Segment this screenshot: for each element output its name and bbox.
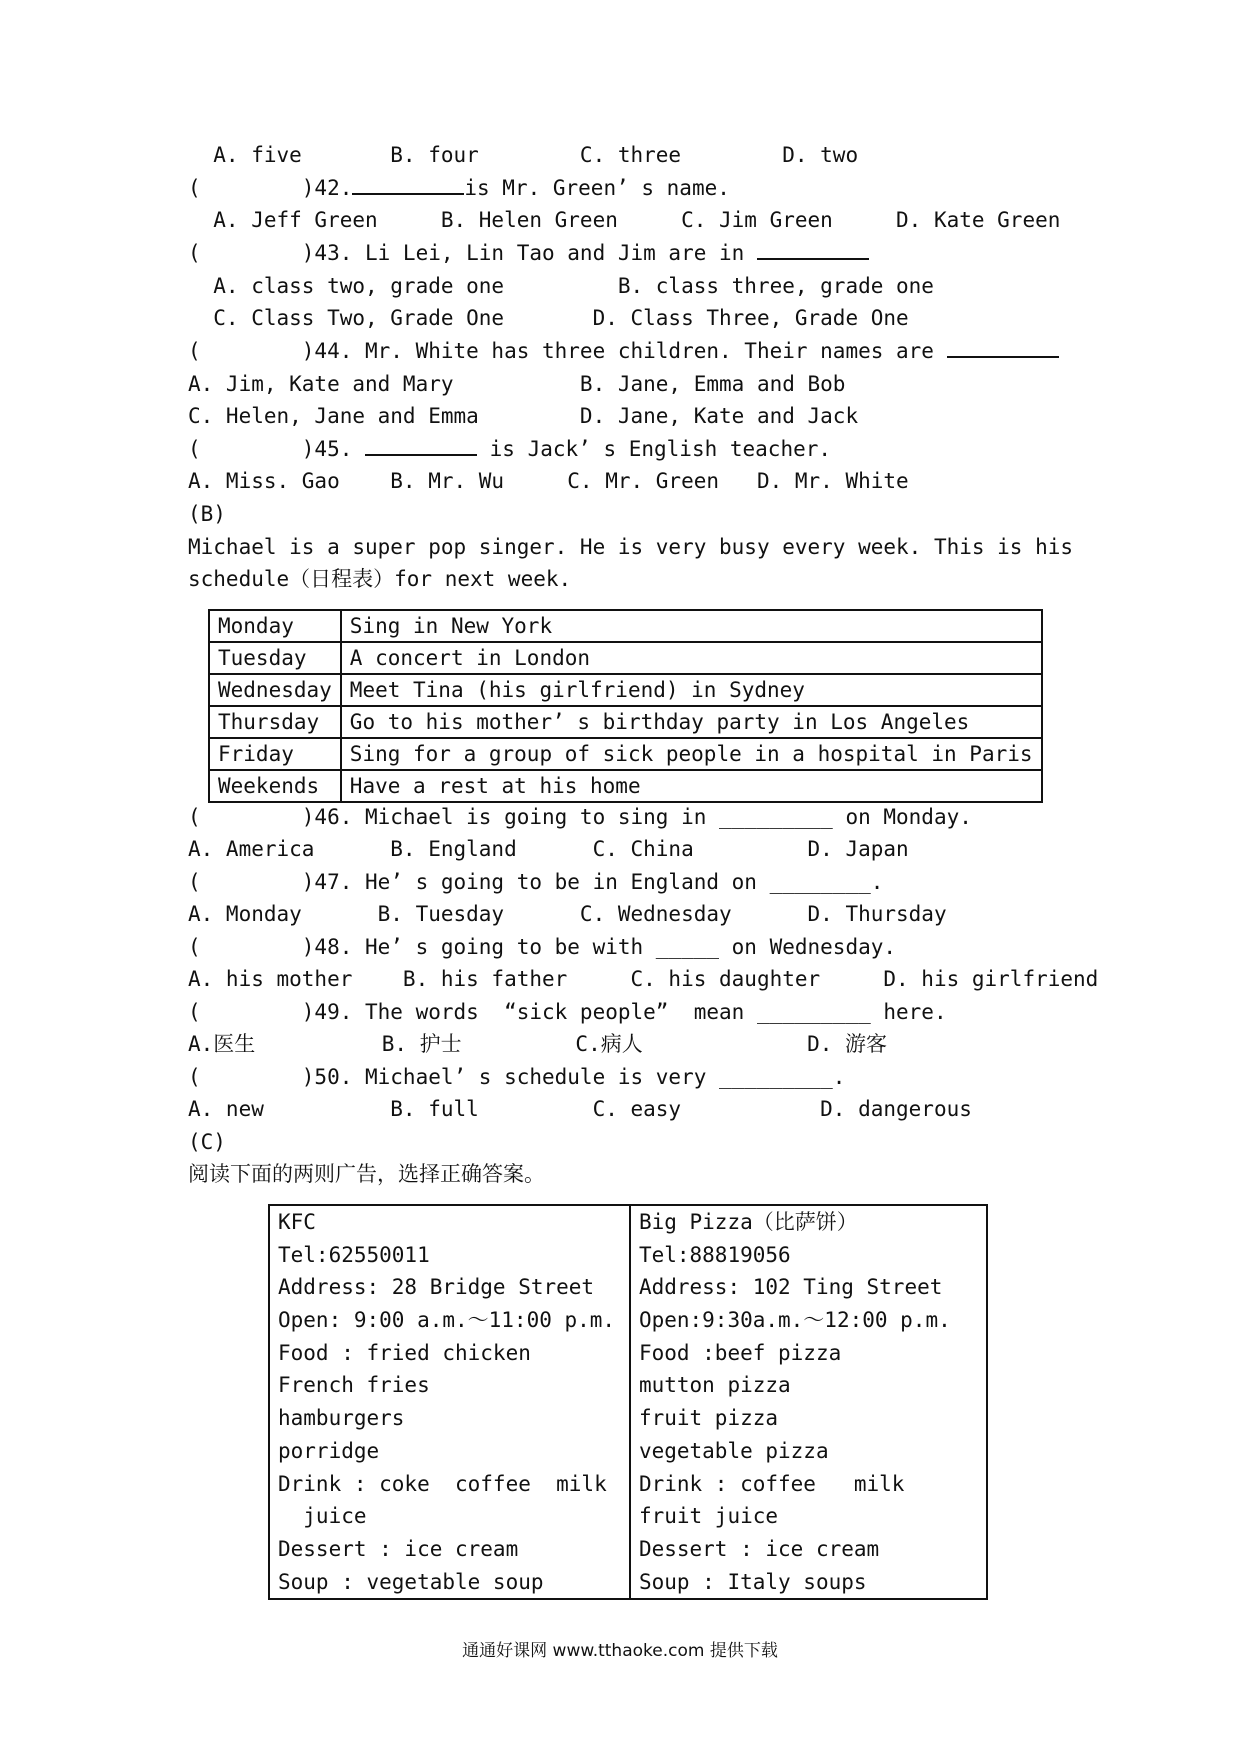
ad-line: Soup : Italy soups <box>638 1569 867 1594</box>
text-line <box>188 436 831 462</box>
advertisement-table <box>268 1204 988 1600</box>
line-text: ( )44. Mr. White has three children. Their names are <box>188 339 947 363</box>
schedule-plan: Sing in New York <box>341 610 1042 642</box>
line-text: A.医生 B. 护士 C.病人 D. 游客 <box>188 1032 888 1056</box>
text-line <box>188 403 858 429</box>
line-text: A. Monday B. Tuesday C. Wednesday D. Thursday <box>188 902 947 926</box>
schedule-row <box>209 770 1042 802</box>
line-text: ( )42. <box>188 176 353 200</box>
ad-line: Tel:88819056 <box>638 1242 791 1267</box>
text-line <box>188 1064 845 1090</box>
line-text: ( )47. He’ s going to be in England on ________. <box>188 870 884 894</box>
text-line <box>188 142 858 168</box>
ad-line: Address: 28 Bridge Street <box>278 1275 595 1300</box>
schedule-day: Tuesday <box>209 642 341 674</box>
answer-blank <box>352 175 464 195</box>
text-line <box>188 501 226 527</box>
ad-line: Soup : vegetable soup <box>278 1569 544 1594</box>
text-line <box>188 1031 887 1057</box>
schedule-row <box>209 706 1042 738</box>
line-text: A. Miss. Gao B. Mr. Wu C. Mr. Green D. Mr. White <box>188 469 909 493</box>
ad-line: fruit juice <box>638 1504 779 1529</box>
line-text: (B) <box>188 502 226 526</box>
text-line <box>188 934 896 960</box>
ad-line: Open:9:30a.m.～12:00 p.m. <box>638 1308 951 1333</box>
ad-line: juice <box>278 1504 367 1529</box>
line-text: ( )50. Michael’ s schedule is very _________. <box>188 1065 846 1089</box>
ad-line: Open: 9:00 a.m.～11:00 p.m. <box>278 1308 616 1333</box>
schedule-plan: Sing for a group of sick people in a hospital in Paris <box>341 738 1042 770</box>
ad-line: hamburgers <box>278 1406 405 1431</box>
line-text: ( )49. The words “sick people” mean _________ here. <box>188 1000 947 1024</box>
schedule-day: Weekends <box>209 770 341 802</box>
text-line <box>188 534 1073 560</box>
text-line <box>188 836 909 862</box>
ad-line: Tel:62550011 <box>278 1242 430 1267</box>
line-text: A. Jim, Kate and Mary B. Jane, Emma and Bob <box>188 372 846 396</box>
ad-line: KFC <box>278 1210 316 1234</box>
line-text: A. Jeff Green B. Helen Green C. Jim Green D. Kate Green <box>188 208 1061 232</box>
line-text: ( )45. <box>188 437 366 461</box>
schedule-day: Wednesday <box>209 674 341 706</box>
text-line <box>188 468 909 494</box>
ad-line: Food : fried chicken <box>278 1340 531 1365</box>
text-line <box>188 1161 545 1187</box>
text-line <box>188 338 1059 364</box>
ad-line: Dessert : ice cream <box>278 1536 519 1561</box>
text-line <box>188 371 845 397</box>
text-line <box>188 305 909 331</box>
line-text-tail: is Mr. Green’ s name. <box>464 176 730 200</box>
schedule-day: Friday <box>209 738 341 770</box>
ad-line: Dessert : ice cream <box>638 1536 880 1561</box>
schedule-row <box>209 610 1042 642</box>
text-line <box>188 869 883 895</box>
ad-line: porridge <box>278 1438 380 1463</box>
answer-blank <box>365 436 477 456</box>
line-text: C. Helen, Jane and Emma D. Jane, Kate and Jack <box>188 404 859 428</box>
line-text: A. his mother B. his father C. his daughter D. his girlfriend <box>188 967 1099 991</box>
schedule-table <box>208 609 1043 803</box>
line-text: C. Class Two, Grade One D. Class Three, Grade One <box>188 306 909 330</box>
schedule-row <box>209 738 1042 770</box>
kfc-ad <box>269 1205 630 1599</box>
ad-line: Address: 102 Ting Street <box>638 1275 943 1300</box>
text-line <box>188 1129 226 1155</box>
line-text-tail: is Jack’ s English teacher. <box>477 437 832 461</box>
text-line <box>188 901 947 927</box>
schedule-row <box>209 674 1042 706</box>
ad-line: French fries <box>278 1373 430 1398</box>
ad-line: Drink : coffee milk <box>638 1471 905 1496</box>
text-line <box>188 240 869 266</box>
schedule-plan: Meet Tina (his girlfriend) in Sydney <box>341 674 1042 706</box>
line-text: A. five B. four C. three D. two <box>188 143 859 167</box>
line-text: schedule（日程表）for next week. <box>188 567 572 591</box>
text-line <box>188 207 1060 233</box>
line-text: A. class two, grade one B. class three, grade one <box>188 274 934 298</box>
line-text: ( )48. He’ s going to be with _____ on Wednesday. <box>188 935 897 959</box>
line-text: A. America B. England C. China D. Japan <box>188 837 909 861</box>
schedule-plan: Have a rest at his home <box>341 770 1042 802</box>
text-line <box>188 566 571 592</box>
schedule-day: Thursday <box>209 706 341 738</box>
text-line <box>188 175 730 201</box>
answer-blank <box>947 338 1059 358</box>
schedule-day: Monday <box>209 610 341 642</box>
answer-blank <box>757 240 869 260</box>
footer-credit: 通通好课网 www.tthaoke.com 提供下载 <box>462 1641 778 1661</box>
text-line <box>188 999 947 1025</box>
big-pizza-ad <box>630 1205 987 1599</box>
ad-line: mutton pizza <box>638 1373 791 1398</box>
schedule-row <box>209 642 1042 674</box>
line-text: 阅读下面的两则广告，选择正确答案。 <box>188 1162 545 1186</box>
ad-line: fruit pizza <box>638 1406 779 1431</box>
line-text: ( )43. Li Lei, Lin Tao and Jim are in <box>188 241 757 265</box>
ad-line: Big Pizza（比萨饼） <box>638 1210 858 1234</box>
ad-line: Food :beef pizza <box>638 1340 842 1365</box>
schedule-plan: Go to his mother’ s birthday party in Los Angeles <box>341 706 1042 738</box>
ad-line: vegetable pizza <box>638 1438 829 1463</box>
ad-line: Drink : coke coffee milk <box>278 1471 607 1496</box>
line-text: (C) <box>188 1130 226 1154</box>
text-line <box>188 1096 972 1122</box>
schedule-plan: A concert in London <box>341 642 1042 674</box>
line-text: A. new B. full C. easy D. dangerous <box>188 1097 972 1121</box>
text-line <box>188 966 1098 992</box>
text-line <box>188 804 972 830</box>
text-line <box>188 273 934 299</box>
line-text: ( )46. Michael is going to sing in _________ on Monday. <box>188 805 972 829</box>
line-text: Michael is a super pop singer. He is very busy every week. This is his <box>188 535 1074 559</box>
